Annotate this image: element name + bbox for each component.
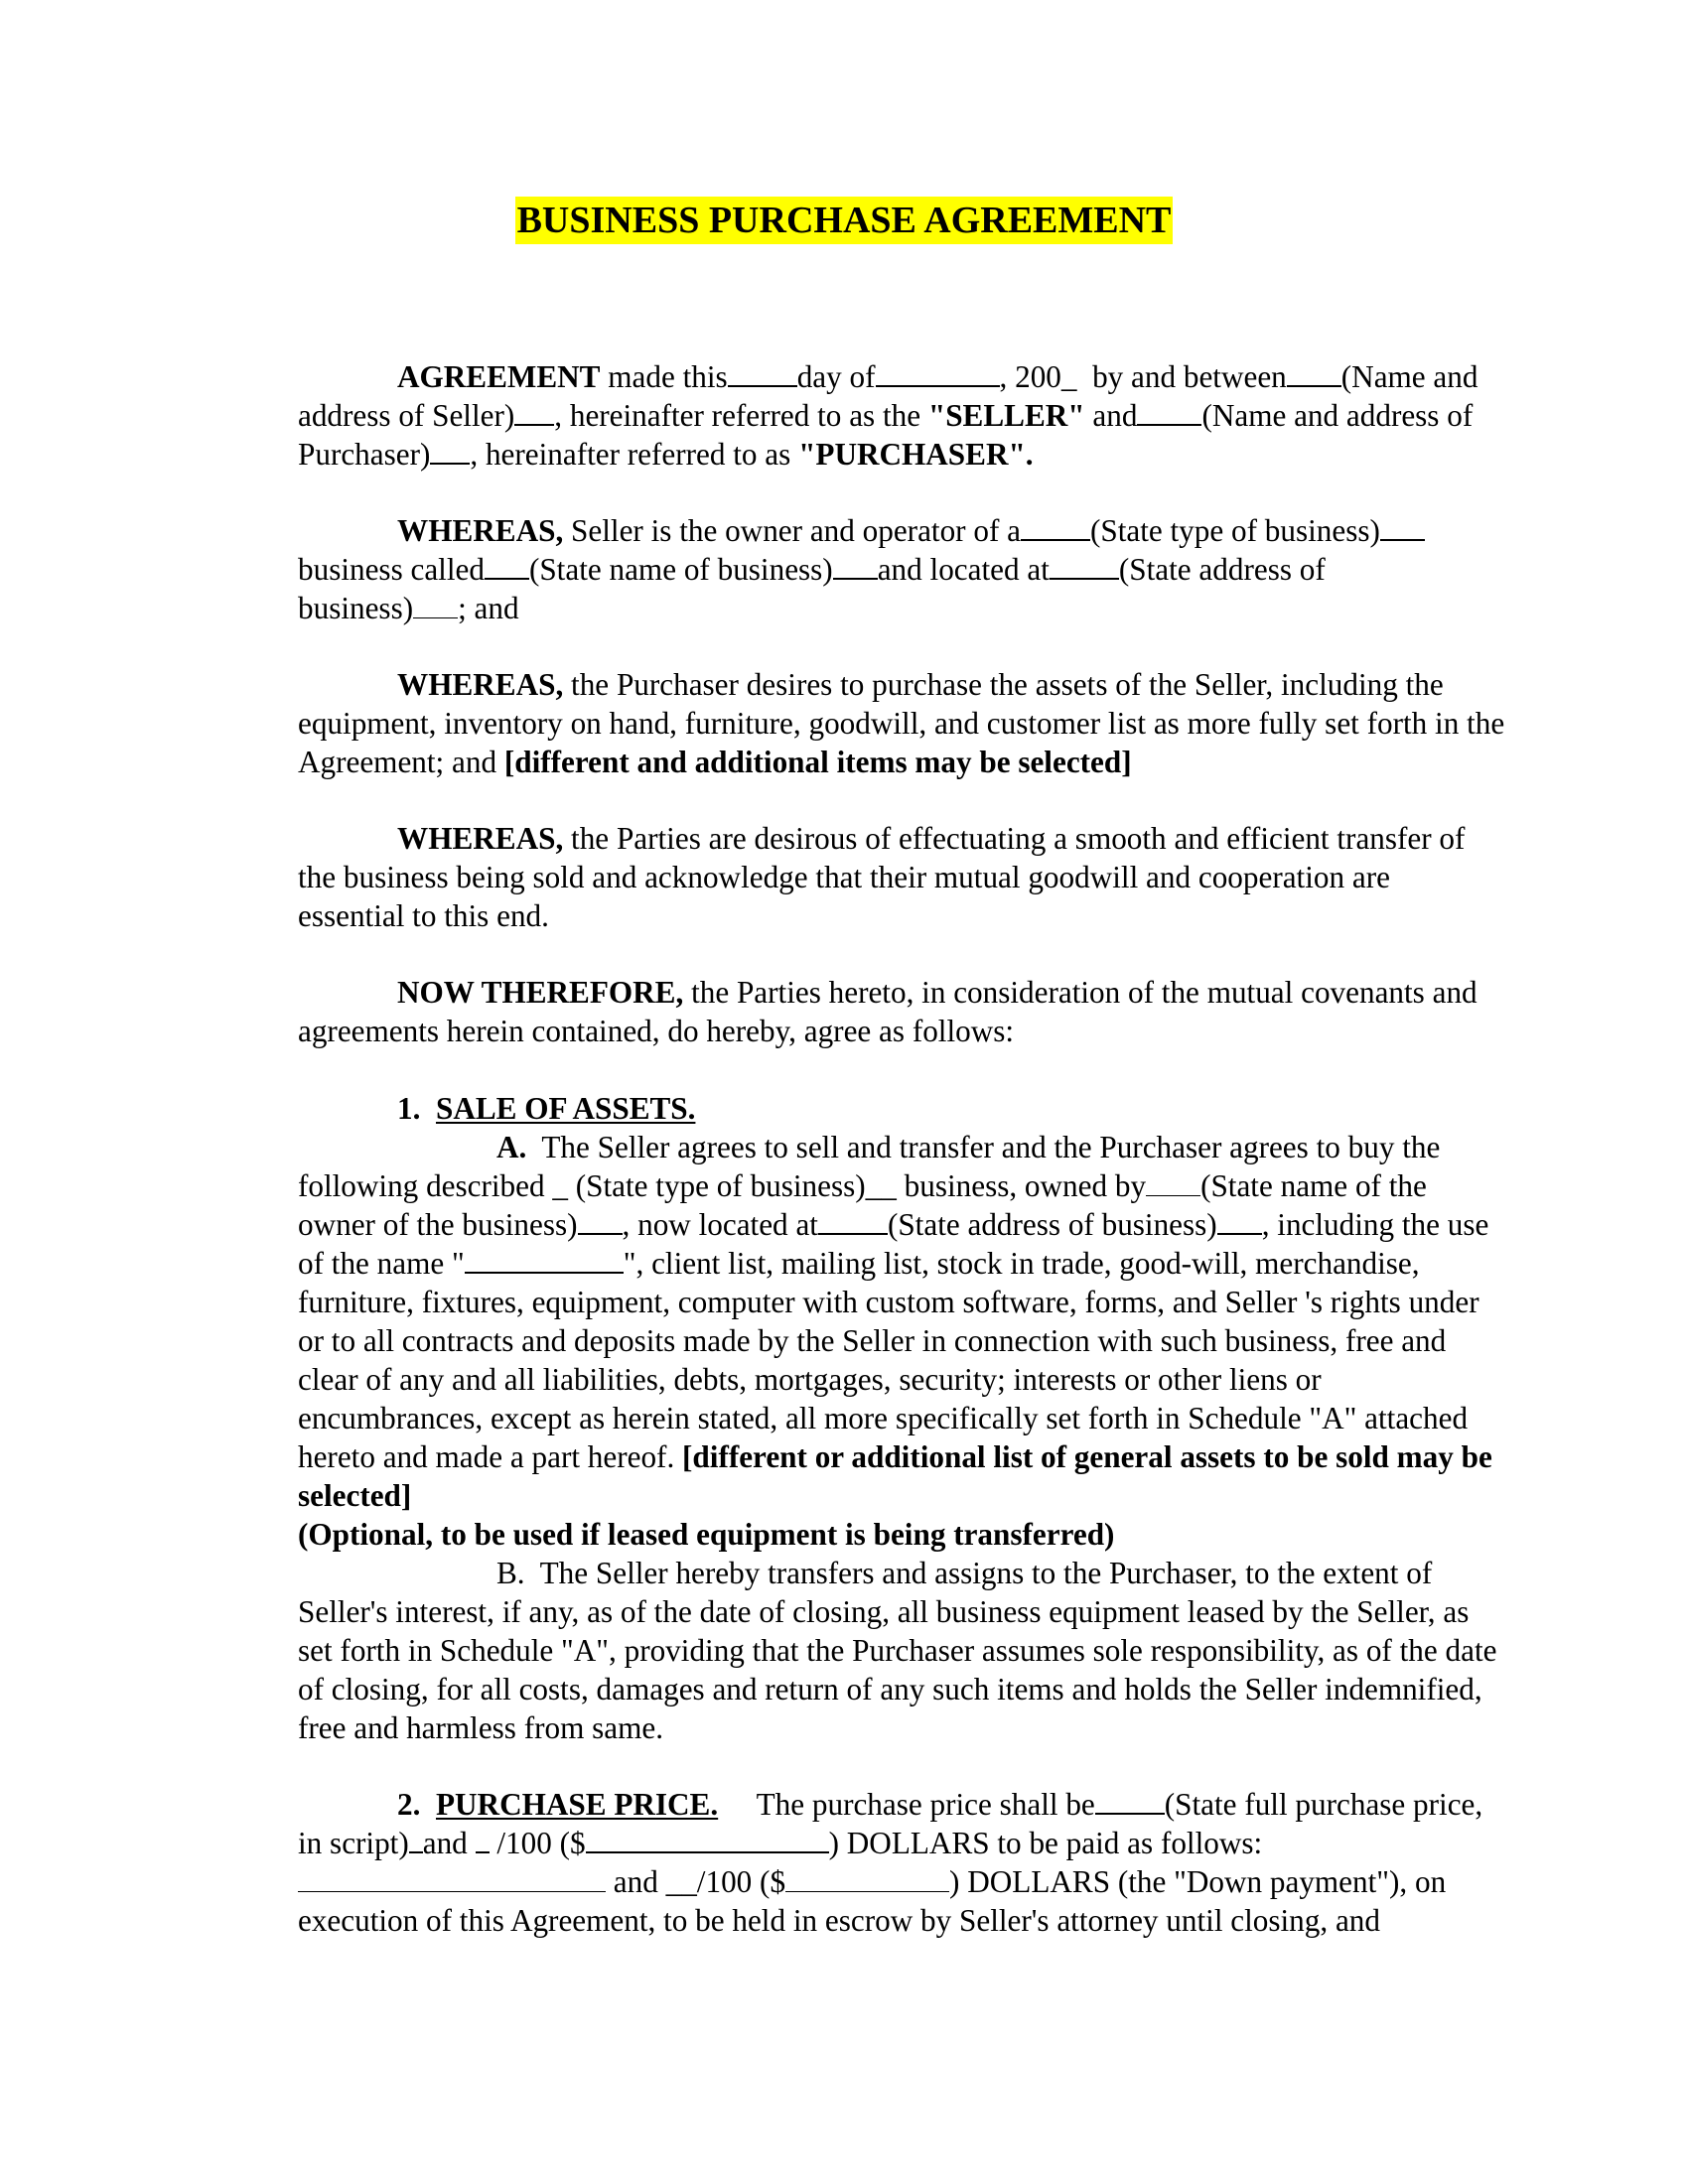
- section2-line-3: [298, 1862, 1446, 1901]
- now-therefore-lead: NOW THEREFORE,: [397, 975, 684, 1010]
- whereas3-line-3: [298, 896, 549, 935]
- address-end-blank[interactable]: [1217, 1207, 1262, 1235]
- cents-blank[interactable]: [476, 1826, 490, 1853]
- text: Seller is the owner and operator of a: [563, 513, 1021, 548]
- text: ) DOLLARS (the "Down payment"), on: [949, 1864, 1447, 1899]
- text: the Purchaser desires to purchase the assets of the Seller, including the: [563, 667, 1444, 702]
- text: and: [1084, 398, 1138, 433]
- text: clear of any and all liabilities, debts, mortgages, security; interests or other liens or: [298, 1362, 1322, 1397]
- section1-heading: [397, 1089, 695, 1128]
- text: owner of the business): [298, 1207, 578, 1242]
- text: and located at: [877, 552, 1050, 587]
- business-type-blank[interactable]: [1021, 513, 1090, 541]
- section1a-line-7: [298, 1360, 1322, 1399]
- purchaser-end-blank[interactable]: [430, 437, 470, 465]
- text: (State name of business): [528, 552, 833, 587]
- intro-line-2: [298, 396, 1473, 435]
- whereas2-line-3: [298, 743, 1132, 781]
- title-wrapper: [0, 197, 1688, 244]
- business-address-blank[interactable]: [1050, 552, 1119, 580]
- section1a-line-9: [298, 1437, 1492, 1476]
- text: set forth in Schedule "A", providing that the Purchaser assumes sole responsibility, as of the date: [298, 1633, 1497, 1668]
- section1b-line-3: [298, 1631, 1496, 1670]
- text: execution of this Agreement, to be held in escrow by Seller's attorney until closing, and: [298, 1903, 1380, 1938]
- section-number: 1.: [397, 1091, 436, 1126]
- text: /100 ($: [489, 1826, 586, 1860]
- section1a-line-3: [298, 1205, 1488, 1244]
- section2-line-1: [397, 1785, 1482, 1824]
- business-name-blank[interactable]: [485, 552, 529, 580]
- text: essential to this end.: [298, 898, 549, 933]
- section1a-line-10: [298, 1476, 411, 1515]
- text: B. The Seller hereby transfers and assigns to the Purchaser, to the extent of: [496, 1556, 1433, 1590]
- text: Purchaser): [298, 437, 431, 472]
- whereas3-line-1: [397, 819, 1465, 858]
- section1a-line-8: [298, 1399, 1468, 1437]
- seller-term: "SELLER": [927, 398, 1085, 433]
- text: made this: [600, 359, 728, 394]
- text: ", client list, mailing list, stock in trade, good-will, merchandise,: [623, 1246, 1420, 1281]
- text: encumbrances, except as herein stated, all more specifically set forth in Schedule "A" attached: [298, 1401, 1469, 1435]
- now-therefore-line-2: [298, 1012, 1014, 1050]
- document-title: BUSINESS PURCHASE AGREEMENT: [515, 197, 1174, 244]
- text: agreements herein contained, do hereby, agree as follows:: [298, 1014, 1015, 1048]
- text: the Parties hereto, in consideration of the mutual covenants and: [683, 975, 1477, 1010]
- intro-line-1: [397, 357, 1477, 396]
- text: furniture, fixtures, equipment, computer with custom software, forms, and Seller 's rights under: [298, 1285, 1479, 1319]
- text: equipment, inventory on hand, furniture, goodwill, and customer list as more fully set forth in the: [298, 706, 1505, 741]
- text: Seller's interest, if any, as of the date of closing, all business equipment leased by the Seller, as: [298, 1594, 1470, 1629]
- text: business): [298, 591, 414, 625]
- section-heading: SALE OF ASSETS.: [435, 1091, 696, 1126]
- whereas2-line-1: [397, 665, 1444, 704]
- price-script-blank[interactable]: [1095, 1787, 1165, 1815]
- text: (State name of the: [1200, 1168, 1427, 1203]
- optional-note-text: (Optional, to be used if leased equipment is being transferred): [298, 1517, 1115, 1552]
- text: following described _ (State type of business)__ business, owned by: [298, 1168, 1147, 1203]
- address-blank[interactable]: [818, 1207, 888, 1235]
- intro-line-3: [298, 435, 1034, 474]
- text: of closing, for all costs, damages and return of any such items and holds the Seller indemnified,: [298, 1672, 1482, 1706]
- assets-selection-note-end: selected]: [298, 1478, 412, 1513]
- text: day of: [796, 359, 876, 394]
- whereas1-line-2: [298, 550, 1326, 589]
- parties-blank[interactable]: [1287, 359, 1341, 387]
- trade-name-blank[interactable]: [465, 1246, 624, 1274]
- text: , hereinafter referred to as: [470, 437, 799, 472]
- text: (State address of: [1118, 552, 1326, 587]
- section1a-line-4: [298, 1244, 1420, 1283]
- text: , now located at: [622, 1207, 818, 1242]
- section1a-line-6: [298, 1321, 1446, 1360]
- down-payment-amount-blank[interactable]: [785, 1865, 949, 1892]
- section2-line-2: [298, 1824, 1262, 1862]
- text: the business being sold and acknowledge that their mutual goodwill and cooperation are: [298, 860, 1390, 894]
- text: Agreement; and: [298, 745, 504, 779]
- text: , including the use: [1261, 1207, 1489, 1242]
- whereas3-line-2: [298, 858, 1390, 896]
- section1b-line-4: [298, 1670, 1482, 1708]
- selection-note: [different and additional items may be selected]: [503, 745, 1132, 779]
- optional-note: [298, 1515, 1114, 1554]
- section1b-line-5: [298, 1708, 663, 1747]
- whereas-lead: WHEREAS,: [397, 667, 564, 702]
- assets-selection-note: [different or additional list of general assets to be sold may be: [682, 1439, 1492, 1474]
- text: in script): [298, 1826, 409, 1860]
- purchaser-blank[interactable]: [1137, 398, 1201, 426]
- section-heading: PURCHASE PRICE.: [435, 1787, 719, 1822]
- section-number: 2.: [397, 1787, 436, 1822]
- business-type-end-blank[interactable]: [1380, 513, 1425, 541]
- owner-name-blank[interactable]: [1146, 1169, 1200, 1196]
- text: The Seller agrees to sell and transfer and the Purchaser agrees to buy the: [526, 1130, 1441, 1164]
- text: address of Seller): [298, 398, 515, 433]
- text: business called: [298, 552, 485, 587]
- whereas-lead: WHEREAS,: [397, 513, 564, 548]
- purchaser-term: "PURCHASER".: [798, 437, 1034, 472]
- text: of the name ": [298, 1246, 465, 1281]
- text: , hereinafter referred to as the: [554, 398, 928, 433]
- whereas1-line-3: [298, 589, 519, 627]
- text: or to all contracts and deposits made by the Seller in connection with such business, free and: [298, 1323, 1447, 1358]
- section1b-line-1: [496, 1554, 1432, 1592]
- text: (State full purchase price,: [1164, 1787, 1483, 1822]
- section1a-line-1: [496, 1128, 1440, 1166]
- section2-line-4: [298, 1901, 1380, 1940]
- price-amount-blank[interactable]: [586, 1826, 829, 1853]
- subsection-label: A.: [496, 1130, 527, 1164]
- owner-end-blank[interactable]: [578, 1207, 623, 1235]
- text: (Name and: [1340, 359, 1478, 394]
- text: and __/100 ($: [606, 1864, 786, 1899]
- script-end-blank[interactable]: [409, 1826, 423, 1853]
- text: The purchase price shall be: [718, 1787, 1095, 1822]
- whereas2-line-2: [298, 704, 1504, 743]
- section1a-line-2: [298, 1166, 1427, 1205]
- text: the Parties are desirous of effectuating a smooth and efficient transfer of: [563, 821, 1466, 856]
- section1a-line-5: [298, 1283, 1479, 1321]
- text: , 200_ by and between: [999, 359, 1287, 394]
- now-therefore-line-1: [397, 973, 1477, 1012]
- text: ) DOLLARS to be paid as follows:: [828, 1826, 1263, 1860]
- down-payment-script-blank[interactable]: [298, 1865, 606, 1892]
- whereas-lead: WHEREAS,: [397, 821, 564, 856]
- seller-blank[interactable]: [514, 398, 554, 426]
- text: hereto and made a part hereof.: [298, 1439, 683, 1474]
- text: (State type of business): [1089, 513, 1380, 548]
- text: (State address of business): [887, 1207, 1217, 1242]
- intro-lead: AGREEMENT: [397, 359, 601, 394]
- text: ; and: [458, 591, 519, 625]
- business-address-end-blank[interactable]: [413, 592, 458, 618]
- text: (Name and address of: [1201, 398, 1474, 433]
- day-blank[interactable]: [728, 359, 797, 387]
- text: free and harmless from same.: [298, 1710, 664, 1745]
- text: and: [422, 1826, 476, 1860]
- section1b-line-2: [298, 1592, 1469, 1631]
- month-blank[interactable]: [876, 359, 1000, 387]
- whereas1-line-1: [397, 511, 1425, 550]
- business-name-end-blank[interactable]: [833, 552, 878, 580]
